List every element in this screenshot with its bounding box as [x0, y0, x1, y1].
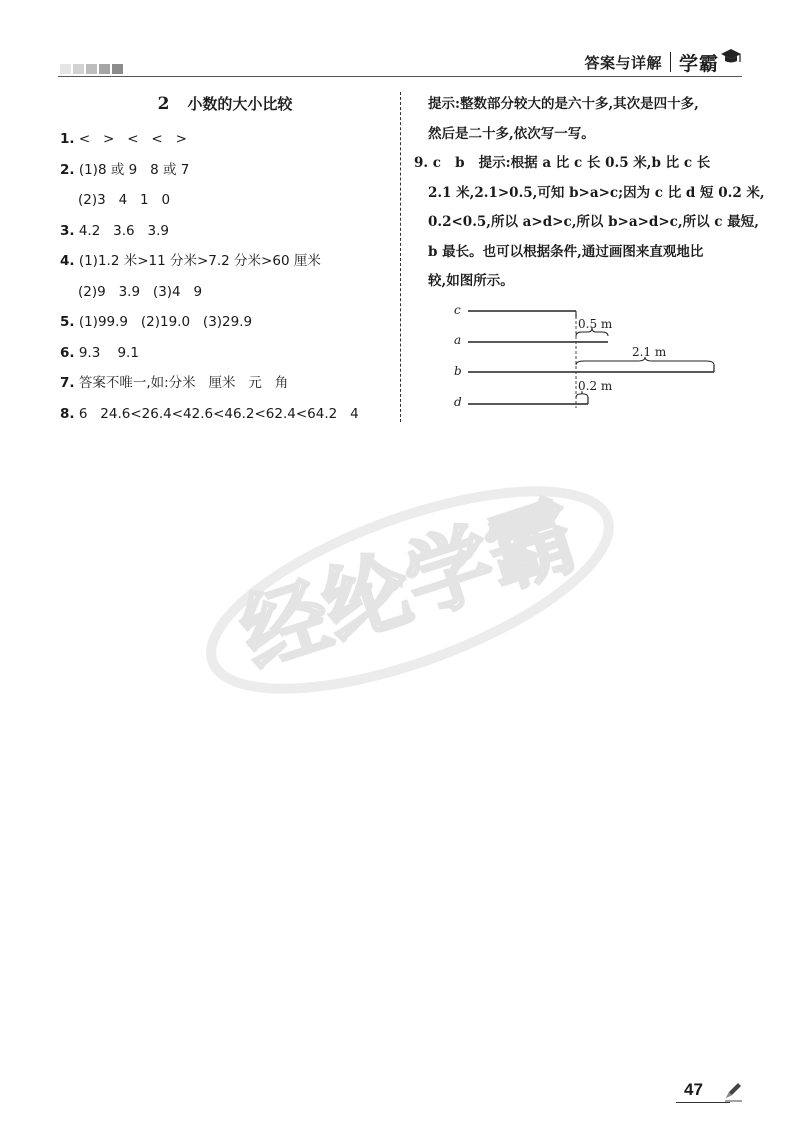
- page-number: 47: [684, 1080, 703, 1099]
- column-divider: [400, 92, 401, 422]
- answer-text: 答案不唯一,如:分米 厘米 元 角: [74, 375, 289, 391]
- header-brand: 学霸: [678, 52, 719, 75]
- answer-text: 6 24.6<26.4<42.6<46.2<62.4<64.2 4: [74, 405, 359, 422]
- annotation-2-1m: 2.1 m: [632, 345, 667, 359]
- section-heading: [60, 90, 390, 118]
- hint-line: 然后是二十多,依次写一写。: [428, 125, 595, 142]
- answer-line: [60, 124, 390, 155]
- answer-text: (1)8 或 9 8 或 7: [74, 161, 190, 178]
- header-label: 答案与详解: [584, 53, 662, 72]
- answer-line: [60, 307, 390, 338]
- section-number: 2: [157, 94, 170, 114]
- answer-text: (1)1.2 米>11 分米>7.2 分米>60 厘米: [74, 253, 321, 269]
- answer-number: 1.: [60, 131, 75, 147]
- answer-number: 2.: [60, 161, 75, 178]
- hint-line: 0.2<0.5,所以 a>d>c,所以 b>a>d>c,所以 c 最短,: [428, 214, 759, 230]
- answer-line: [60, 155, 390, 186]
- answer-text: (2)3 4 1 0: [78, 192, 171, 208]
- answer-text: 4.2 3.6 3.9: [74, 222, 169, 239]
- header-square: [73, 64, 84, 74]
- diagram-label-c: c: [454, 303, 461, 317]
- answer-number: 8.: [60, 405, 75, 422]
- header-separator: [670, 52, 671, 72]
- answer-number: 5.: [60, 314, 75, 330]
- graduation-cap-icon: [720, 48, 742, 66]
- segment-comparison-diagram: [448, 296, 728, 416]
- answer-line: [60, 216, 390, 247]
- answer-number: 7.: [60, 375, 75, 391]
- answer-text: < > < < >: [74, 131, 187, 147]
- section-title: 小数的大小比较: [187, 95, 293, 113]
- diagram-label-b: b: [454, 364, 462, 378]
- answer-number: 4.: [60, 253, 75, 269]
- running-header: [584, 48, 742, 76]
- header-rule: [58, 76, 742, 77]
- hint-line: 提示:整数部分较大的是六十多,其次是四十多,: [428, 96, 699, 112]
- answer-line: [60, 277, 390, 308]
- hint-line: 9. c b 提示:根据 a 比 c 长 0.5 米,b 比 c 长: [414, 155, 711, 171]
- annotation-0-5m: 0.5 m: [578, 317, 613, 331]
- watermark-text: 经纶学霸: [229, 484, 588, 687]
- hint-line: 较,如图所示。: [428, 273, 514, 289]
- header-square: [86, 64, 97, 74]
- header-square: [60, 64, 71, 74]
- footer-rule: [676, 1102, 730, 1103]
- answer-line: [60, 185, 390, 216]
- hint-line: 2.1 米,2.1>0.5,可知 b>a>c;因为 c 比 d 短 0.2 米,: [428, 184, 765, 201]
- watermark: [190, 440, 630, 700]
- answer-text: (2)9 3.9 (3)4 9: [78, 283, 203, 300]
- answer-line: [60, 399, 390, 430]
- diagram-label-a: a: [454, 333, 462, 347]
- answer-line: [60, 368, 390, 399]
- answer-number: 3.: [60, 222, 75, 239]
- page-footer: [676, 1078, 746, 1106]
- answer-text: 9.3 9.1: [74, 344, 139, 361]
- header-square: [99, 64, 110, 74]
- diagram-label-d: d: [454, 395, 462, 409]
- answer-number: 6.: [60, 344, 75, 361]
- answer-line: [60, 338, 390, 369]
- hint-line: b 最长。也可以根据条件,通过画图来直观地比: [428, 243, 704, 260]
- right-column: [414, 90, 765, 297]
- answer-text: (1)99.9 (2)19.0 (3)29.9: [74, 314, 253, 330]
- pencil-icon: [722, 1080, 744, 1102]
- annotation-0-2m: 0.2 m: [578, 379, 613, 393]
- header-square: [112, 64, 123, 74]
- answer-line: [60, 246, 390, 277]
- left-column: [60, 90, 390, 429]
